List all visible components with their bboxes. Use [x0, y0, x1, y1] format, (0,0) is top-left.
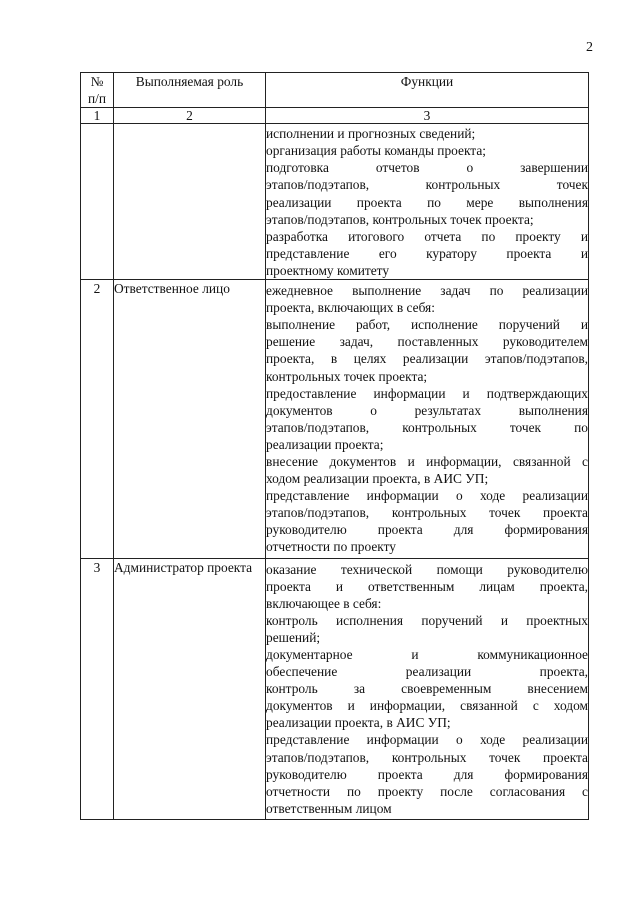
function-line: руководителю проекта для формирования — [266, 522, 588, 538]
function-line: представление информации о ходе реализации — [266, 732, 588, 748]
header-functions: Функции — [266, 73, 589, 108]
function-line: руководителю проекта для формирования — [266, 766, 588, 782]
row-number: 2 — [81, 280, 114, 559]
row-functions — [266, 124, 589, 280]
row-functions — [266, 280, 589, 559]
index-cell-2: 2 — [114, 108, 266, 124]
row-number: 3 — [81, 558, 114, 819]
index-cell-1: 1 — [81, 108, 114, 124]
roles-table — [80, 72, 589, 820]
function-line: реализации проекта; — [266, 436, 384, 452]
row-functions — [266, 558, 589, 819]
table-index-row — [81, 108, 589, 124]
function-line: этапов/подэтапов, контрольных точек проекта — [266, 749, 588, 765]
header-role: Выполняемая роль — [114, 73, 266, 108]
function-line: проекта, в целях реализации этапов/подэтапов, — [266, 351, 588, 367]
page-number: 2 — [586, 40, 593, 55]
function-line: внесение документов и информации, связанной с — [266, 453, 588, 469]
function-line: организация работы команды проекта; — [266, 143, 486, 159]
function-line: представление информации о ходе реализации — [266, 488, 588, 504]
row-role: Ответственное лицо — [114, 280, 266, 559]
row-number — [81, 124, 114, 280]
function-line: отчетности по проекту — [266, 539, 396, 555]
function-line: проектному комитету — [266, 262, 390, 278]
function-line: включающее в себя: — [266, 595, 382, 611]
function-line: реализации проекта, в АИС УП; — [266, 715, 451, 731]
function-line: проекта и ответственным лицам проекта, — [266, 578, 588, 594]
table-row — [81, 124, 589, 280]
function-line: этапов/подэтапов, контрольных точек по — [266, 419, 588, 435]
function-line: оказание технической помощи руководителю — [266, 561, 588, 577]
function-line: контроль за своевременным внесением — [266, 681, 588, 697]
function-line: ежедневное выполнение задач по реализации — [266, 283, 588, 299]
function-line: контрольных точек проекта; — [266, 368, 428, 384]
header-num-symbol: № — [90, 74, 104, 89]
header-num — [81, 73, 114, 108]
function-line: обеспечение реализации проекта, — [266, 664, 588, 680]
function-line: исполнении и прогнозных сведений; — [266, 126, 476, 142]
function-line: предоставление информации и подтверждающих — [266, 385, 588, 401]
function-line: документов и информации, связанной с ходом — [266, 698, 588, 714]
function-line: контроль исполнения поручений и проектных — [266, 612, 588, 628]
function-line: документов о результатах выполнения — [266, 402, 588, 418]
row-role — [114, 124, 266, 280]
function-line: этапов/подэтапов, контрольных точек проекта; — [266, 211, 534, 227]
function-line: выполнение работ, исполнение поручений и — [266, 317, 588, 333]
function-line: подготовка отчетов о завершении — [266, 160, 588, 176]
index-cell-3: 3 — [266, 108, 589, 124]
function-line: документарное и коммуникационное — [266, 647, 588, 662]
function-line: решение задач, поставленных руководителем — [266, 334, 588, 350]
function-line: этапов/подэтапов, контрольных точек — [266, 177, 588, 193]
table-row — [81, 558, 589, 819]
function-line: этапов/подэтапов, контрольных точек проекта — [266, 505, 588, 521]
function-line: проекта, включающих в себя: — [266, 300, 435, 316]
table-header-row — [81, 73, 589, 108]
header-num-abbr: п/п — [87, 91, 107, 107]
function-line: реализации проекта по мере выполнения — [266, 194, 588, 210]
function-line: решений; — [266, 629, 321, 645]
function-line: представление его куратору проекта и — [266, 245, 588, 261]
row-role: Администратор проекта — [114, 558, 266, 819]
function-line: ходом реализации проекта, в АИС УП; — [266, 471, 489, 487]
function-line: разработка итогового отчета по проекту и — [266, 228, 588, 244]
function-line: отчетности по проекту после согласования с — [266, 783, 588, 799]
function-line: ответственным лицом — [266, 800, 392, 816]
table-row — [81, 280, 589, 559]
